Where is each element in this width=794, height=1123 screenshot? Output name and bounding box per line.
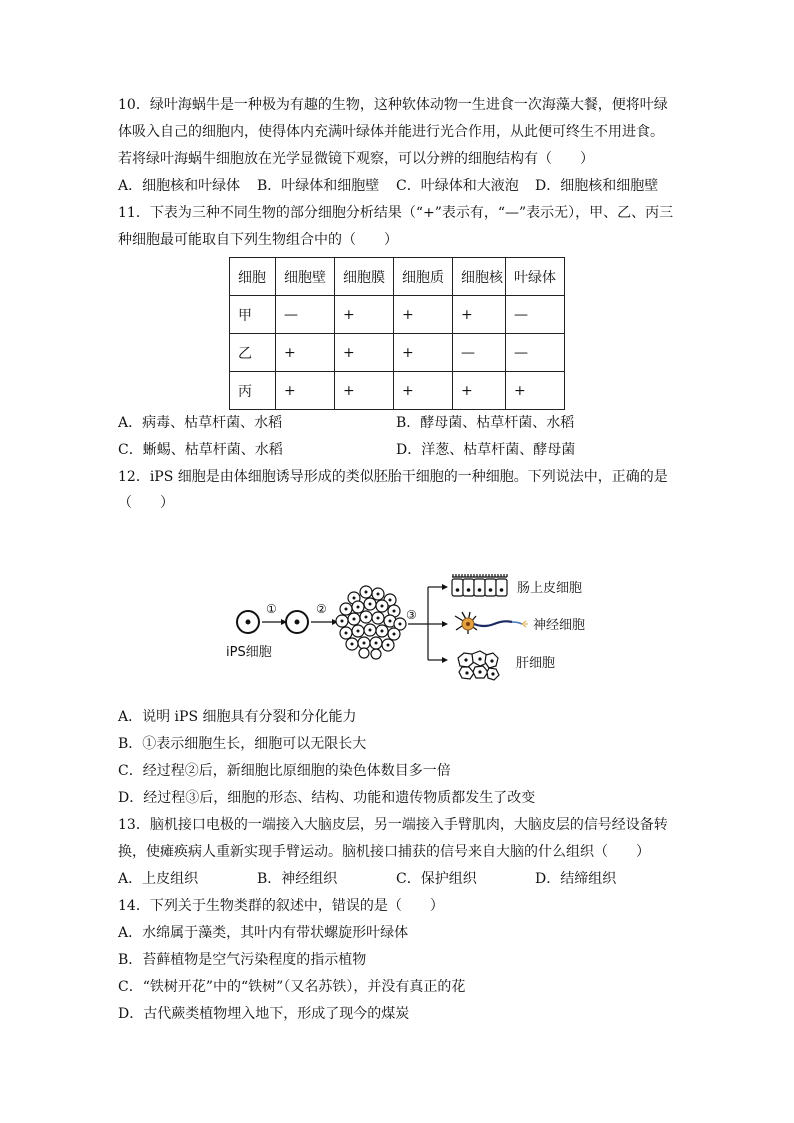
q12-option-c[interactable]: C．经过程②后，新细胞比原细胞的染色体数目多一倍 [118, 763, 451, 779]
ips-cell-label: iPS细胞 [226, 645, 272, 660]
q11-option-b[interactable]: B．酵母菌、枯草杆菌、水稻 [396, 415, 575, 431]
q10-stem-line3: 若将绿叶海蜗牛细胞放在光学显微镜下观察，可以分辨的细胞结构有（ ） [118, 151, 594, 167]
step-3-label: ③ [406, 608, 417, 622]
grown-cell-icon [286, 611, 308, 633]
q13-option-d[interactable]: D．结缔组织 [535, 871, 617, 887]
neuron-label: 神经细胞 [533, 618, 586, 633]
table-cell: + [394, 296, 453, 334]
q11-stem-line1: 11．下表为三种不同生物的部分细胞分析结果（“+”表示有，“—”表示无），甲、乙、丙三 [118, 205, 674, 221]
ips-cell-icon [237, 611, 259, 633]
q13-stem-line1: 13．脑机接口电极的一端接入大脑皮层，另一端接入手臂肌肉，大脑皮层的信号经设备转 [118, 817, 668, 833]
q13-option-b[interactable]: B．神经组织 [257, 871, 338, 887]
q11-option-d[interactable]: D．洋葱、枯草杆菌、酵母菌 [396, 442, 576, 458]
table-cell: + [276, 372, 335, 410]
liver-cell-label: 肝细胞 [516, 656, 556, 671]
q11-stem-line2: 种细胞最可能取自下列生物组合中的（ ） [118, 232, 398, 248]
table-cell: + [335, 372, 394, 410]
table-cell: 丙 [230, 372, 276, 410]
table-cell: + [394, 372, 453, 410]
q10-stem-line1: 10．绿叶海蜗牛是一种极为有趣的生物，这种软体动物一生进食一次海藻大餐，便将叶绿 [118, 97, 668, 113]
table-cell: + [453, 372, 506, 410]
q13-stem-line2: 换，使瘫痪病人重新实现手臂运动。脑机接口捕获的信号来自大脑的什么组织（ ） [118, 844, 650, 860]
table-header: 细胞膜 [335, 258, 394, 296]
neuron-icon [455, 612, 528, 634]
q11-option-a[interactable]: A．病毒、枯草杆菌、水稻 [118, 415, 283, 431]
liver-cell-icon [458, 651, 499, 680]
table-cell: + [276, 334, 335, 372]
q12-option-d[interactable]: D．经过程③后，细胞的形态、结构、功能和遗传物质都发生了改变 [118, 790, 536, 806]
table-header: 细胞质 [394, 258, 453, 296]
table-cell: — [276, 296, 335, 334]
q14-option-d[interactable]: D．古代蕨类植物埋入地下，形成了现今的煤炭 [118, 1006, 410, 1022]
table-cell: + [453, 296, 506, 334]
table-cell: + [394, 334, 453, 372]
q13-option-c[interactable]: C．保护组织 [396, 871, 477, 887]
table-header: 细胞核 [453, 258, 506, 296]
q14-stem-line1: 14．下列关于生物类群的叙述中，错误的是（ ） [118, 898, 444, 914]
intestinal-epithelial-cell-icon [452, 574, 507, 596]
q10-option-b[interactable]: B．叶绿体和细胞壁 [257, 178, 380, 194]
table-header: 细胞 [230, 258, 276, 296]
table-cell: — [506, 296, 565, 334]
q10-option-a[interactable]: A．细胞核和叶绿体 [118, 178, 241, 194]
q11-option-c[interactable]: C．蜥蜴、枯草杆菌、水稻 [118, 442, 283, 458]
table-cell: + [335, 296, 394, 334]
table-cell: + [506, 372, 565, 410]
q12-option-a[interactable]: A．说明 iPS 细胞具有分裂和分化能力 [118, 709, 357, 725]
table-cell: + [335, 334, 394, 372]
table-cell: — [506, 334, 565, 372]
q14-option-b[interactable]: B．苔藓植物是空气污染程度的指示植物 [118, 952, 367, 968]
q10-option-d[interactable]: D．细胞核和细胞壁 [535, 178, 659, 194]
cell-cluster-icon [336, 586, 406, 659]
q14-option-c[interactable]: C．“铁树开花”中的“铁树”（又名苏铁），并没有真正的花 [118, 979, 466, 995]
step-2-label: ② [316, 602, 327, 616]
table-cell: 乙 [230, 334, 276, 372]
table-header: 叶绿体 [506, 258, 565, 296]
table-header: 细胞壁 [276, 258, 335, 296]
table-cell: 甲 [230, 296, 276, 334]
q12-option-b[interactable]: B．①表示细胞生长，细胞可以无限长大 [118, 736, 367, 752]
q12-stem-line2: （ ） [118, 495, 174, 511]
q14-option-a[interactable]: A．水绵属于藻类，其叶内有带状螺旋形叶绿体 [118, 925, 409, 941]
q10-stem-line2: 体吸入自己的细胞内，使得体内充满叶绿体并能进行光合作用，从此便可终生不用进食。 [118, 124, 664, 140]
q12-stem-line1: 12．iPS 细胞是由体细胞诱导形成的类似胚胎干细胞的一种细胞。下列说法中，正确的是 [118, 469, 668, 485]
step-1-label: ① [266, 602, 277, 616]
table-cell: — [453, 334, 506, 372]
intestinal-cell-label: 肠上皮细胞 [517, 581, 583, 596]
q10-option-c[interactable]: C．叶绿体和大液泡 [396, 178, 519, 194]
q13-option-a[interactable]: A．上皮组织 [118, 871, 199, 887]
